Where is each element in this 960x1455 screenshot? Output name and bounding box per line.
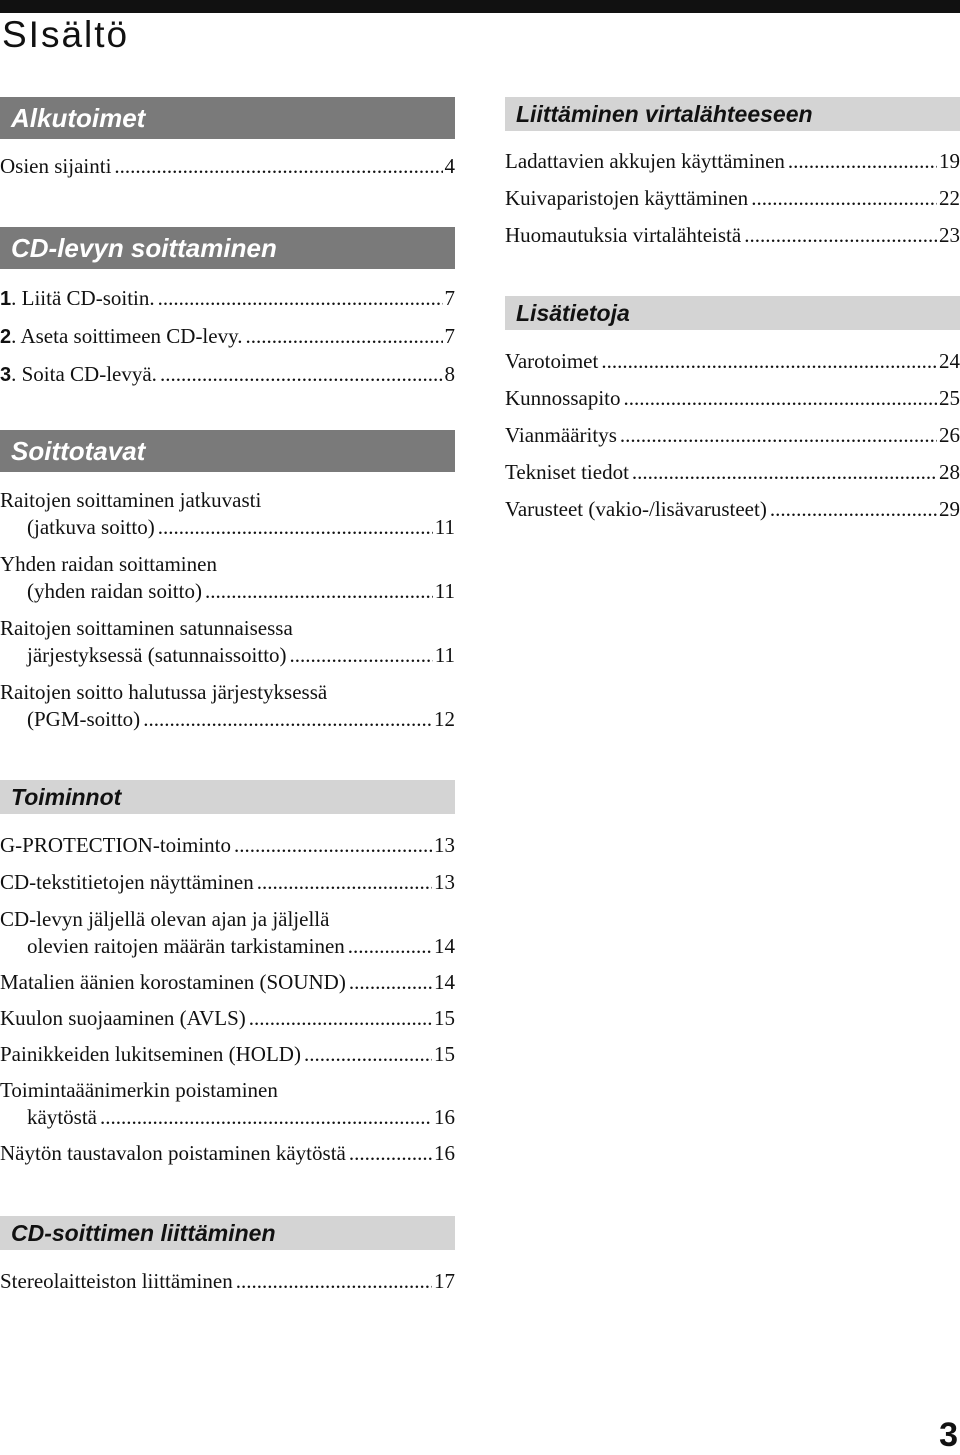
page-number: 3 (939, 1416, 958, 1454)
toc-entry[interactable]: Raitojen soittaminen satunnaisessa järjestyksessä (satunnaissoitto) ..... 11 (0, 615, 455, 669)
toc-entry[interactable]: Matalien äänien korostaminen (SOUND) ..... 14 (0, 969, 455, 996)
toc-section-virtalahde (505, 97, 960, 249)
toc-entry[interactable]: Painikkeiden lukitseminen (HOLD) ..... 15 (0, 1041, 455, 1068)
toc-entry[interactable]: Vianmääritys ..... 26 (505, 422, 960, 449)
toc-section-liittaminen (0, 1216, 455, 1295)
toc-section-toiminnot (0, 780, 455, 1167)
toc-entry[interactable]: CD-levyn jäljellä olevan ajan ja jäljellä olevien raitojen määrän tarkistaminen ..... 14 (0, 906, 455, 960)
toc-entry[interactable]: Osien sijainti ..... 4 (0, 153, 455, 180)
toc-entry[interactable]: Tekniset tiedot ..... 28 (505, 459, 960, 486)
toc-entry[interactable]: Yhden raidan soittaminen (yhden raidan soitto) ..... 11 (0, 551, 455, 605)
section-heading: Alkutoimet (0, 97, 455, 139)
toc-entry[interactable]: 1 . Liitä CD-soitin. ..... 7 (0, 285, 455, 313)
section-heading: Liittäminen virtalähteeseen (505, 97, 960, 131)
toc-entry[interactable]: Stereolaitteiston liittäminen ..... 17 (0, 1268, 455, 1295)
toc-entry[interactable]: 3 . Soita CD-levyä. ..... 8 (0, 361, 455, 389)
toc-section-alkutoimet (0, 97, 455, 180)
toc-entry[interactable]: Huomautuksia virtalähteistä ..... 23 (505, 222, 960, 249)
toc-entry[interactable]: Kuulon suojaaminen (AVLS) ..... 15 (0, 1005, 455, 1032)
toc-entry[interactable]: Kunnossapito ..... 25 (505, 385, 960, 412)
toc-entry[interactable]: Ladattavien akkujen käyttäminen ..... 19 (505, 148, 960, 175)
top-rule (0, 0, 960, 13)
toc-entry[interactable]: Varotoimet ..... 24 (505, 348, 960, 375)
page-title: SIsältö (2, 14, 130, 55)
toc-entry[interactable]: Toimintaäänimerkin poistaminen käytöstä ..... 16 (0, 1077, 455, 1131)
toc-entry[interactable]: G-PROTECTION-toiminto ..... 13 (0, 832, 455, 859)
toc-entry[interactable]: Kuivaparistojen käyttäminen ..... 22 (505, 185, 960, 212)
toc-entry[interactable]: Näytön taustavalon poistaminen käytöstä ..... 16 (0, 1140, 455, 1167)
toc-section-lisatietoja (505, 296, 960, 523)
toc-section-soittotavat (0, 430, 455, 733)
section-heading: CD-levyn soittaminen (0, 227, 455, 269)
toc-section-cd-soittaminen (0, 227, 455, 389)
section-heading: Lisätietoja (505, 296, 960, 330)
toc-entry[interactable]: CD-tekstitietojen näyttäminen ..... 13 (0, 869, 455, 896)
section-heading: Soittotavat (0, 430, 455, 472)
toc-entry[interactable]: Varusteet (vakio-/lisävarusteet) ..... 29 (505, 496, 960, 523)
section-heading: CD-soittimen liittäminen (0, 1216, 455, 1250)
toc-entry[interactable]: Raitojen soittaminen jatkuvasti (jatkuva soitto) ..... 11 (0, 487, 455, 541)
toc-entry[interactable]: 2 . Aseta soittimeen CD-levy. ..... 7 (0, 323, 455, 351)
toc-entry[interactable]: Raitojen soitto halutussa järjestyksessä (PGM-soitto) ..... 12 (0, 679, 455, 733)
section-heading: Toiminnot (0, 780, 455, 814)
